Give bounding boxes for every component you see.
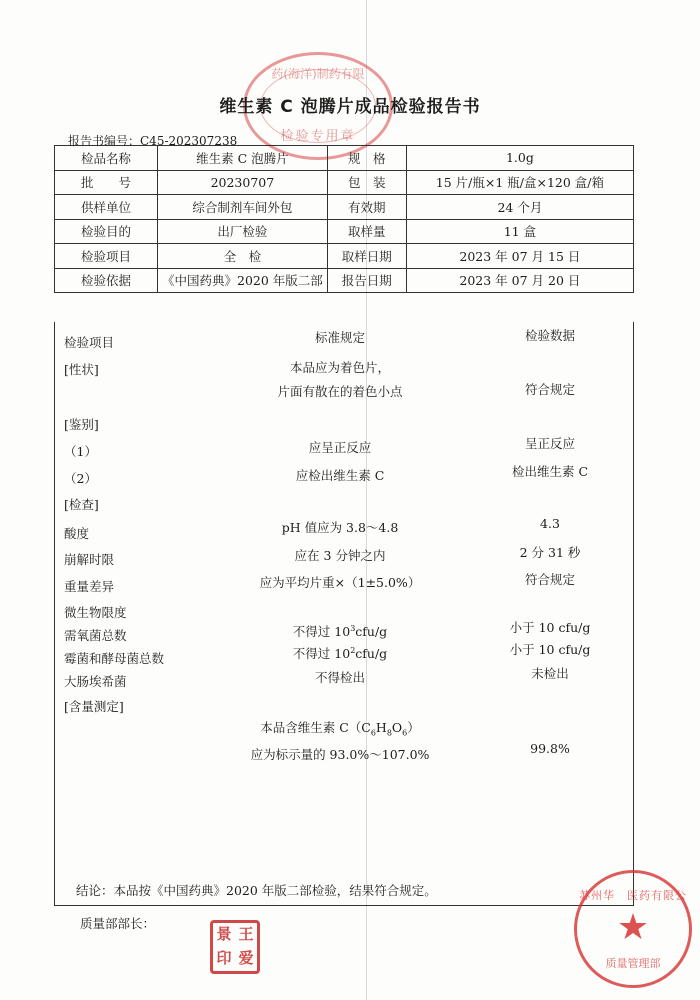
- disintegration-data: 2 分 31 秒: [519, 545, 581, 560]
- section-identification: [鉴别]: [64, 417, 99, 432]
- results-box: [54, 322, 634, 906]
- info-label: 取样量: [327, 219, 406, 244]
- info-value: 《中国药典》2020 年版二部: [158, 268, 328, 293]
- ident-2-item: （2）: [64, 471, 97, 486]
- acidity-standard: pH 值应为 3.8～4.8: [281, 520, 399, 535]
- info-row: [55, 170, 634, 195]
- info-label: 供样单位: [55, 195, 158, 220]
- star-icon: ★: [616, 907, 650, 948]
- report-number: 报告书编号：C45-202307238: [68, 134, 238, 148]
- ident-2-standard: 应检出维生素 C: [295, 468, 385, 483]
- assay-standard-1: 本品含维生素 $C(C_6H_8O_6)$: [260, 720, 420, 738]
- info-value: 全 检: [158, 244, 328, 269]
- info-label: 规 格: [327, 146, 406, 171]
- info-value: 20230707: [158, 170, 328, 195]
- microbial-limit-item: 微生物限度: [64, 605, 127, 620]
- company-stamp: 苏州华 医药有限公 ★ 质量管理部: [574, 870, 692, 988]
- page-title: 维生素 C 泡腾片成品检验报告书: [219, 97, 481, 117]
- info-label: 检验项目: [55, 244, 158, 269]
- info-value: 11 盒: [406, 219, 633, 244]
- info-value: 15 片/瓶×1 瓶/盒×120 盒/箱: [406, 170, 633, 195]
- inspection-stamp: 药(海洋)制药有限 检验专用章: [243, 52, 393, 160]
- section-checks: [检查]: [64, 497, 99, 512]
- results-header-data: 检验数据: [524, 328, 575, 343]
- ecoli-item: 大肠埃希菌: [64, 674, 127, 689]
- info-value: 综合制剂车间外包: [158, 195, 328, 220]
- ident-1-data: 呈正反应: [524, 436, 575, 451]
- disintegration-standard: 应在 3 分钟之内: [294, 548, 386, 563]
- info-label: 检验依据: [55, 268, 158, 293]
- quality-manager-label: 质量部部长：: [80, 916, 156, 931]
- info-row: [55, 219, 634, 244]
- properties-standard-2: 片面有散在的着色小点: [277, 384, 403, 399]
- aerobic-standard: 不得过 $10^3cfu/g$: [292, 623, 388, 639]
- ecoli-standard: 不得检出: [314, 670, 365, 685]
- aerobic-item: 需氧菌总数: [64, 628, 127, 643]
- info-label: 取样日期: [327, 244, 406, 269]
- info-row: [55, 244, 634, 269]
- ident-2-data: 检出维生素 C: [511, 464, 589, 479]
- properties-standard-1: 本品应为着色片，: [289, 360, 390, 375]
- results-header-standard: 标准规定: [314, 330, 365, 345]
- info-value: 2023 年 07 月 20 日: [406, 268, 633, 293]
- section-assay: [含量测定]: [64, 699, 124, 714]
- personal-seal: 景 王 印 爱: [210, 920, 260, 974]
- info-label: 有效期: [327, 195, 406, 220]
- assay-data: 99.8%: [530, 741, 570, 756]
- info-value: 2023 年 07 月 15 日: [406, 244, 633, 269]
- properties-data: 符合规定: [524, 382, 575, 397]
- weight-variation-standard: 应为平均片重×（1±5.0%）: [259, 575, 421, 590]
- aerobic-data: 小于 10 cfu/g: [509, 620, 591, 635]
- info-value: 1.0g: [406, 146, 633, 171]
- info-value: 维生素 C 泡腾片: [158, 146, 328, 171]
- info-label: 批 号: [55, 170, 158, 195]
- info-row: [55, 195, 634, 220]
- mold-yeast-data: 小于 10 cfu/g: [509, 642, 591, 657]
- disintegration-item: 崩解时限: [64, 552, 115, 567]
- mold-yeast-standard: 不得过 $10^2cfu/g$: [292, 645, 388, 661]
- acidity-data: 4.3: [540, 516, 560, 531]
- info-table: [54, 145, 634, 293]
- ident-1-item: （1）: [64, 444, 97, 459]
- ecoli-data: 未检出: [531, 666, 569, 681]
- acidity-item: 酸度: [64, 526, 90, 541]
- results-header-item: 检验项目: [64, 335, 115, 350]
- ident-1-standard: 应呈正反应: [308, 440, 372, 455]
- mold-yeast-item: 霉菌和酵母菌总数: [64, 651, 165, 666]
- info-label: 包 装: [327, 170, 406, 195]
- weight-variation-item: 重量差异: [64, 579, 115, 594]
- info-label: 检品名称: [55, 146, 158, 171]
- info-row: [55, 146, 634, 171]
- conclusion: 结论：本品按《中国药典》2020 年版二部检验，结果符合规定。: [76, 883, 437, 898]
- info-label: 检验目的: [55, 219, 158, 244]
- weight-variation-data: 符合规定: [524, 572, 575, 587]
- info-row: [55, 268, 634, 293]
- info-label: 报告日期: [327, 268, 406, 293]
- assay-standard-2: 应为标示量的 93.0%～107.0%: [250, 747, 430, 762]
- info-value: 出厂检验: [158, 219, 328, 244]
- section-properties: [性状]: [64, 362, 99, 377]
- info-value: 24 个月: [406, 195, 633, 220]
